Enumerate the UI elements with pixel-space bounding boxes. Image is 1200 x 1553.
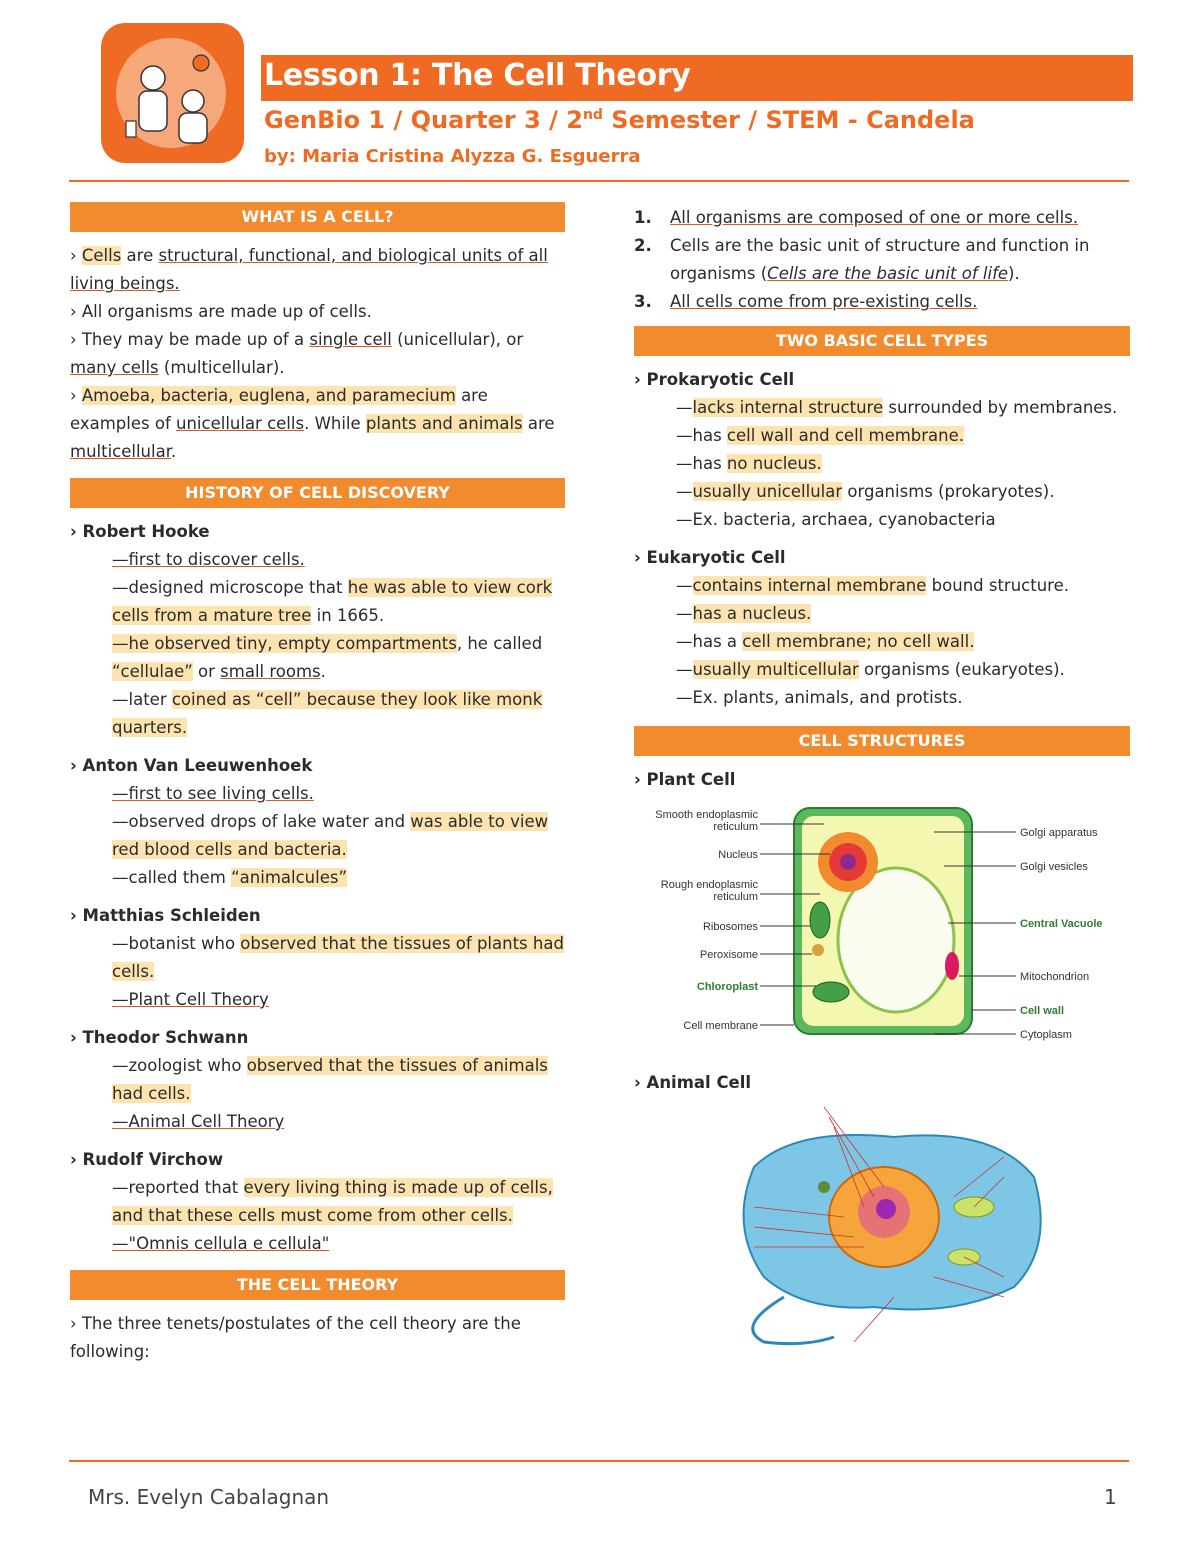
- schwann-point-1: —zoologist who observed that the tissues of animals had cells.: [112, 1056, 548, 1103]
- scientist-virchow: › Rudolf Virchow: [70, 1150, 224, 1169]
- prok-point-1: —lacks internal structure surrounded by membranes.: [676, 398, 1118, 417]
- plant-cell-diagram: [634, 800, 1130, 1050]
- schleiden-point-1: —botanist who observed that the tissues of plants had cells.: [112, 934, 564, 981]
- what-line-3: › They may be made up of a single cell (unicellular), or many cells (multicellular).: [70, 330, 524, 377]
- label-nucleus: Nucleus: [718, 849, 758, 861]
- euk-point-5: —Ex. plants, animals, and protists.: [676, 688, 963, 707]
- label-ribosomes: Ribosomes: [702, 921, 758, 933]
- tenet-1: 1. All organisms are composed of one or more cells.: [634, 208, 1079, 227]
- what-line-1: › Cells are structural, functional, and biological units of all living beings.: [70, 246, 548, 293]
- prokaryotic-title: › Prokaryotic Cell: [634, 370, 795, 389]
- prok-point-3: —has no nucleus.: [676, 454, 822, 473]
- label-smooth-er: Smooth endoplasmic: [655, 809, 758, 821]
- scientist-schleiden: › Matthias Schleiden: [70, 906, 261, 925]
- footer-divider: [69, 1460, 1129, 1462]
- label-golgi-vesicles: Golgi vesicles: [1020, 861, 1088, 873]
- leeuwenhoek-point-3: —called them “animalcules”: [112, 868, 348, 887]
- hooke-point-2: —designed microscope that he was able to view cork cells from a mature tree in 1665.: [112, 578, 553, 625]
- virchow-point-1: —reported that every living thing is made up of cells, and that these cells must come from other cells.: [112, 1178, 553, 1225]
- what-line-4: › Amoeba, bacteria, euglena, and paramecium are examples of unicellular cells. While plants and animals are multicellular.: [70, 386, 555, 461]
- tenet-3: 3. All cells come from pre-existing cells.: [634, 292, 978, 311]
- left-column: [70, 202, 565, 1366]
- section-cell-structures: CELL STRUCTURES: [634, 726, 1130, 756]
- euk-point-1: —contains internal membrane bound structure.: [676, 576, 1069, 595]
- schleiden-point-2: —Plant Cell Theory: [112, 990, 269, 1009]
- scientist-schwann: › Theodor Schwann: [70, 1028, 249, 1047]
- section-history: HISTORY OF CELL DISCOVERY: [70, 478, 565, 508]
- hooke-point-1: —first to discover cells.: [112, 550, 305, 569]
- label-rough-er: Rough endoplasmic: [660, 879, 758, 891]
- hooke-point-4: —later coined as “cell” because they look like monk quarters.: [112, 690, 543, 737]
- label-golgi-apparatus: Golgi apparatus: [1020, 827, 1098, 839]
- euk-point-2: —has a nucleus.: [676, 604, 812, 623]
- page-title: Lesson 1: The Cell Theory: [264, 58, 691, 93]
- section-what-is-a-cell: WHAT IS A CELL?: [70, 202, 565, 232]
- label-chloroplast: Chloroplast: [696, 981, 758, 993]
- prok-point-5: —Ex. bacteria, archaea, cyanobacteria: [676, 510, 996, 529]
- leeuwenhoek-point-2: —observed drops of lake water and was able to view red blood cells and bacteria.: [112, 812, 549, 859]
- section-cell-types: TWO BASIC CELL TYPES: [634, 326, 1130, 356]
- theory-intro: › The three tenets/postulates of the cell theory are the following:: [70, 1314, 521, 1361]
- eukaryotic-title: › Eukaryotic Cell: [634, 548, 786, 567]
- scientists-illustration-icon: [101, 23, 244, 163]
- label-peroxisome: Peroxisome: [699, 949, 758, 961]
- page-subtitle: GenBio 1 / Quarter 3 / 2nd Semester / STEM - Candela: [264, 106, 975, 134]
- lesson-logo: [101, 23, 244, 163]
- what-line-2: › All organisms are made up of cells.: [70, 302, 372, 321]
- label-rough-er-2: reticulum: [713, 891, 758, 903]
- euk-point-3: —has a cell membrane; no cell wall.: [676, 632, 975, 651]
- author-line: by: Maria Cristina Alyzza G. Esguerra: [264, 146, 641, 167]
- tenet-2: 2. Cells are the basic unit of structure and function in organisms (Cells are the basic unit of life).: [634, 236, 1090, 283]
- animal-cell-diagram: [634, 1097, 1130, 1347]
- label-central-vacuole: Central Vacuole: [1020, 918, 1103, 930]
- plant-cell-label: › Plant Cell: [634, 770, 736, 789]
- footer-teacher: Mrs. Evelyn Cabalagnan: [88, 1485, 330, 1509]
- page-number: 1: [1104, 1485, 1117, 1509]
- header-divider: [69, 180, 1129, 182]
- label-cytoplasm: Cytoplasm: [1020, 1029, 1072, 1041]
- label-mitochondrion: Mitochondrion: [1020, 971, 1090, 983]
- euk-point-4: —usually multicellular organisms (eukaryotes).: [676, 660, 1065, 679]
- hooke-point-3: —he observed tiny, empty compartments, he called “cellulae” or small rooms.: [112, 634, 543, 681]
- label-cell-membrane: Cell membrane: [683, 1020, 758, 1032]
- prok-point-2: —has cell wall and cell membrane.: [676, 426, 965, 445]
- leeuwenhoek-point-1: —first to see living cells.: [112, 784, 314, 803]
- scientist-leeuwenhoek: › Anton Van Leeuwenhoek: [70, 756, 313, 775]
- prok-point-4: —usually unicellular organisms (prokaryotes).: [676, 482, 1055, 501]
- scientist-hooke: › Robert Hooke: [70, 522, 210, 541]
- animal-cell-label: › Animal Cell: [634, 1073, 752, 1092]
- label-smooth-er-2: reticulum: [713, 821, 758, 833]
- section-cell-theory: THE CELL THEORY: [70, 1270, 565, 1300]
- schwann-point-2: —Animal Cell Theory: [112, 1112, 285, 1131]
- label-cell-wall: Cell wall: [1020, 1005, 1065, 1017]
- right-column: [634, 204, 1130, 1356]
- virchow-point-2: —"Omnis cellula e cellula": [112, 1234, 330, 1253]
